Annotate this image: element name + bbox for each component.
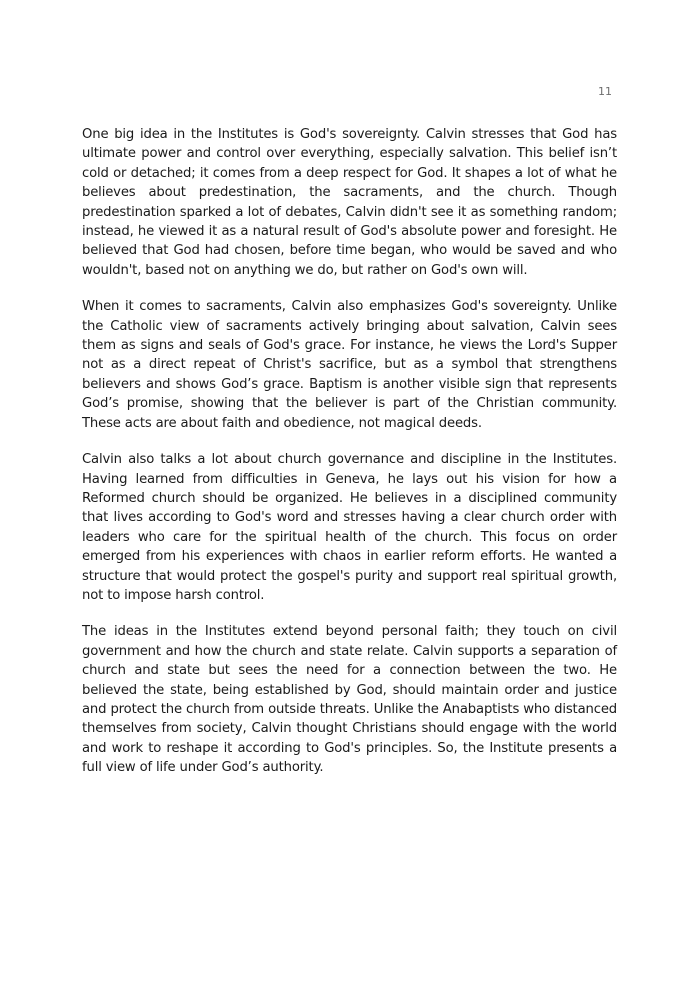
paragraph-church-and-state: The ideas in the Institutes extend beyond personal faith; they touch on civil government and how the church and state relate. Calvin supports a separation of church and state but sees the need for a connection between the two. He believed the state, being established by God, should maintain order and justice and protect the church from outside threats. Unlike the Anabaptists who distanced themselves from society, Calvin thought Christians should engage with the world and work to reshape it according to God's principles. So, the Institute presents a full view of life under God’s authority. bbox=[82, 624, 617, 776]
document-body bbox=[82, 125, 617, 795]
paragraph-sovereignty: One big idea in the Institutes is God's sovereignty. Calvin stresses that God has ultimate power and control over everything, especially salvation. This belief isn’t cold or detached; it comes from a deep respect for God. It shapes a lot of what he believes about predestination, the sacraments, and the church. Though predestination sparked a lot of debates, Calvin didn't see it as something random; instead, he viewed it as a natural result of God's absolute power and foresight. He believed that God had chosen, before time began, who would be saved and who wouldn't, based not on anything we do, but rather on God's own will. bbox=[82, 127, 617, 278]
page-number: 11 bbox=[598, 85, 612, 98]
paragraph-sacraments: When it comes to sacraments, Calvin also emphasizes God's sovereignty. Unlike the Catholic view of sacraments actively bringing about salvation, Calvin sees them as signs and seals of God's grace. For instance, he views the Lord's Supper not as a direct repeat of Christ's sacrifice, but as a symbol that strengthens believers and shows God’s grace. Baptism is another visible sign that represents God’s promise, showing that the believer is part of the Christian community. These acts are about faith and obedience, not magical deeds. bbox=[82, 299, 617, 431]
paragraph-church-governance: Calvin also talks a lot about church governance and discipline in the Institutes. Having learned from difficulties in Geneva, he lays out his vision for how a Reformed church should be organized. He believes in a disciplined community that lives according to God's word and stresses having a clear church order with leaders who care for the spiritual health of the church. This focus on order emerged from his experiences with chaos in earlier reform efforts. He wanted a structure that would protect the gospel's purity and support real spiritual growth, not to impose harsh control. bbox=[82, 452, 617, 603]
